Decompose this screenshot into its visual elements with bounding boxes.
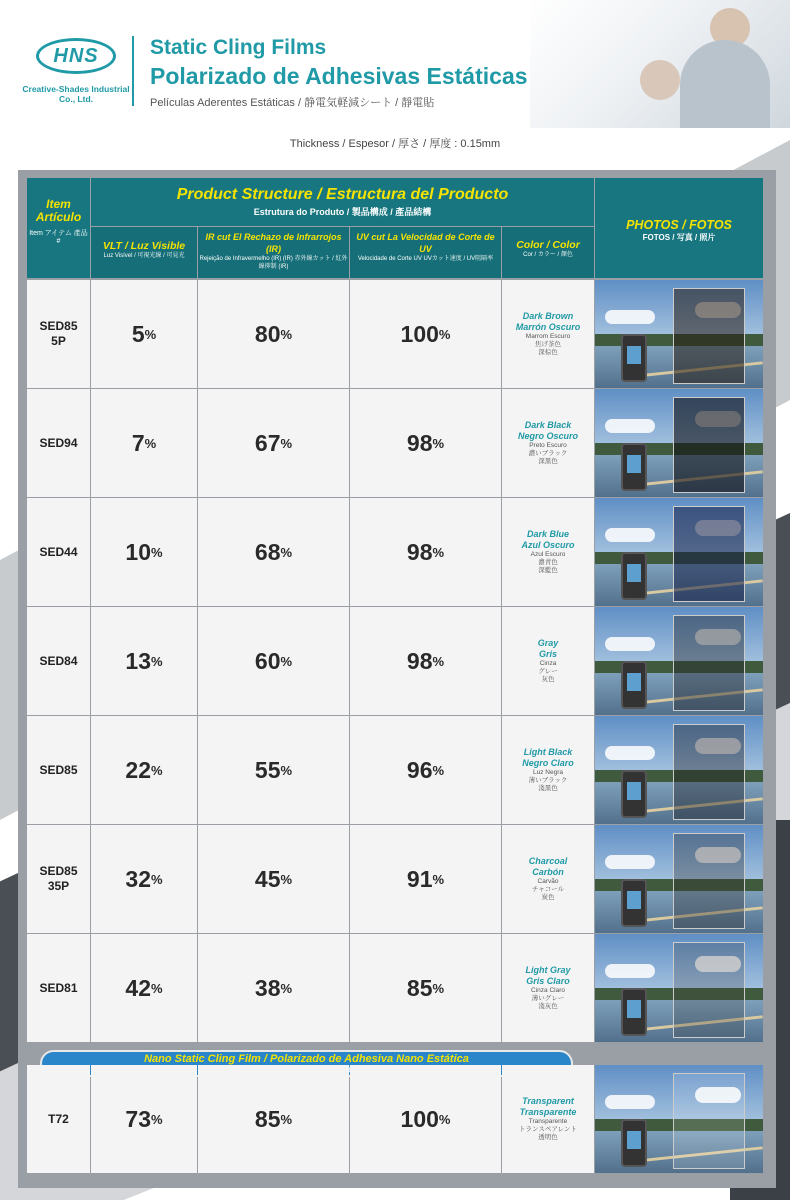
ir-value xyxy=(198,389,349,497)
value-number: 98 xyxy=(406,429,433,456)
table-row xyxy=(27,825,763,933)
item-code xyxy=(27,389,90,497)
value-number: 22 xyxy=(125,756,152,783)
value-number: 55 xyxy=(254,756,281,783)
color-name-en: Light Gray xyxy=(525,965,571,975)
uv-value xyxy=(350,607,501,715)
film-sample xyxy=(673,288,745,384)
photo-cloud xyxy=(605,964,655,978)
meter-screen xyxy=(627,782,641,800)
color-cell xyxy=(502,498,594,606)
color-name-zh: 深藍色 xyxy=(538,567,558,574)
item-code-text xyxy=(39,319,77,349)
percent-sign: % xyxy=(438,1111,451,1127)
table-row xyxy=(27,934,763,1042)
color-name-pt: Preto Escuro xyxy=(529,442,567,449)
color-name-pt: Azul Escuro xyxy=(530,551,566,558)
photo-cloud xyxy=(605,637,655,651)
light-meter-device xyxy=(621,1119,647,1167)
uv-value xyxy=(350,934,501,1042)
color-name-zh: 深黑色 xyxy=(538,458,558,465)
color-name-es: Gris xyxy=(538,649,557,659)
film-sample xyxy=(673,615,745,711)
photo-cloud xyxy=(605,528,655,542)
value-number: 80 xyxy=(254,320,281,347)
color-name-es: Negro Oscuro xyxy=(517,431,578,441)
color-name-zh: 炭色 xyxy=(541,894,555,901)
vlt-value xyxy=(91,389,197,497)
item-code-line: SED85 xyxy=(39,319,78,333)
color-name-es: Transparente xyxy=(519,1107,577,1117)
item-code-line: SED94 xyxy=(39,435,78,450)
light-meter-device xyxy=(621,770,647,818)
uv-value xyxy=(350,389,501,497)
color-name-zh: 淺黑色 xyxy=(538,785,558,792)
percent-sign: % xyxy=(151,762,163,778)
color-name-en: Charcoal xyxy=(528,856,568,866)
table-row xyxy=(27,607,763,715)
color-name-en: Light Black xyxy=(523,747,573,757)
percent-sign: % xyxy=(432,871,445,887)
color-cell xyxy=(502,389,594,497)
vlt-value xyxy=(91,934,197,1042)
item-code-text xyxy=(39,864,77,894)
item-code-text xyxy=(39,545,77,560)
value-number: 85 xyxy=(254,1105,281,1132)
uv-value xyxy=(350,280,501,388)
item-code-line: SED44 xyxy=(39,544,78,559)
meter-screen xyxy=(627,564,641,582)
color-cell xyxy=(502,825,594,933)
percent-sign: % xyxy=(280,980,293,996)
page-title: Static Cling Films xyxy=(150,36,327,59)
value-number: 98 xyxy=(406,647,433,674)
percent-sign: % xyxy=(280,1111,293,1127)
vlt-value xyxy=(91,280,197,388)
value-number: 91 xyxy=(406,865,433,892)
color-name-ja: 焦げ茶色 xyxy=(535,341,561,348)
item-code-line: SED85 xyxy=(39,762,78,777)
film-sample xyxy=(673,942,745,1038)
percent-sign: % xyxy=(280,653,293,669)
light-meter-device xyxy=(621,988,647,1036)
color-name-en: Dark Brown xyxy=(522,311,574,321)
item-code xyxy=(27,280,90,388)
sample-photo xyxy=(595,1065,763,1173)
light-meter-device xyxy=(621,661,647,709)
item-code xyxy=(27,1065,90,1173)
ir-value xyxy=(198,716,349,824)
sample-photo xyxy=(595,716,763,824)
meter-screen xyxy=(627,1000,641,1018)
item-code-text xyxy=(48,1112,69,1127)
header-item: Item Artículo Item アイテム 產品 # xyxy=(27,178,90,278)
color-name-ja: トランスペアレント xyxy=(519,1126,577,1133)
uv-value xyxy=(350,498,501,606)
vlt-value xyxy=(91,825,197,933)
sample-photo xyxy=(595,607,763,715)
percent-sign: % xyxy=(432,762,445,778)
meter-screen xyxy=(627,891,641,909)
color-name-en: Dark Blue xyxy=(526,529,570,539)
color-name-en: Transparent xyxy=(522,1096,574,1106)
percent-sign: % xyxy=(438,326,451,342)
value-number: 67 xyxy=(254,429,281,456)
color-name-es: Carbón xyxy=(532,867,564,877)
item-code-text xyxy=(39,654,77,669)
color-name-ja: 濃青色 xyxy=(538,559,558,566)
header-ir: IR cut El Rechazo de Infrarrojos (IR) Rejeição de Infravermelho (IR) (IR) 赤外線カット / 紅外線抑制 (IR) xyxy=(198,227,349,278)
sample-photo xyxy=(595,498,763,606)
light-meter-device xyxy=(621,334,647,382)
table-row xyxy=(27,389,763,497)
color-name-zh: 灰色 xyxy=(541,676,555,683)
item-code-line: SED81 xyxy=(39,980,78,995)
color-name-ja: 薄いブラック xyxy=(528,777,568,784)
page-header xyxy=(0,0,790,128)
color-cell xyxy=(502,280,594,388)
company-name: Creative-Shades Industrial Co., Ltd. xyxy=(22,84,130,104)
value-number: 13 xyxy=(125,647,152,674)
percent-sign: % xyxy=(151,980,163,996)
value-number: 96 xyxy=(406,756,433,783)
color-name-pt: Carvão xyxy=(537,878,559,885)
page-subtitle: Películas Aderentes Estáticas / 静電気軽減シート / 靜電貼 xyxy=(150,97,435,109)
ir-value xyxy=(198,280,349,388)
meter-screen xyxy=(627,673,641,691)
vlt-value xyxy=(91,716,197,824)
item-code-text xyxy=(39,981,77,996)
value-number: 100 xyxy=(400,1105,439,1132)
percent-sign: % xyxy=(280,544,293,560)
value-number: 10 xyxy=(125,538,152,565)
color-name-es: Negro Claro xyxy=(522,758,574,768)
photo-cloud xyxy=(605,746,655,760)
value-number: 42 xyxy=(125,974,152,1001)
percent-sign: % xyxy=(432,653,445,669)
color-cell xyxy=(502,716,594,824)
color-name-pt: Cinza Claro xyxy=(531,987,565,994)
film-sample xyxy=(673,397,745,493)
percent-sign: % xyxy=(144,326,157,342)
item-code-text xyxy=(39,763,77,778)
item-code xyxy=(27,607,90,715)
color-name-ja: チャコール xyxy=(531,886,565,893)
ir-value xyxy=(198,934,349,1042)
percent-sign: % xyxy=(280,871,293,887)
percent-sign: % xyxy=(280,326,293,342)
color-name-en: Gray xyxy=(537,638,559,648)
color-name-ja: 濃いブラック xyxy=(528,450,568,457)
header-color: Color / Color Cor / カラー / 顏色 xyxy=(502,227,594,278)
color-name-zh: 深棕色 xyxy=(538,349,558,356)
color-name-es: Marrón Oscuro xyxy=(515,322,581,332)
value-number: 73 xyxy=(125,1105,152,1132)
light-meter-device xyxy=(621,552,647,600)
film-sample xyxy=(673,833,745,929)
table-row xyxy=(27,498,763,606)
percent-sign: % xyxy=(151,544,163,560)
percent-sign: % xyxy=(280,762,293,778)
table-row xyxy=(27,1065,763,1173)
table-row xyxy=(27,716,763,824)
header-uv: UV cut La Velocidad de Corte de UV Velocidade de Corte UV UVカット速度 / UV阻隔率 xyxy=(350,227,501,278)
value-number: 38 xyxy=(254,974,281,1001)
film-sample xyxy=(673,506,745,602)
value-number: 68 xyxy=(254,538,281,565)
meter-screen xyxy=(627,346,641,364)
color-name-pt: Cinza xyxy=(539,660,557,667)
thickness-note: Thickness / Espesor / 厚さ / 厚度 : 0.15mm xyxy=(289,138,501,150)
photo-cloud xyxy=(605,310,655,324)
photo-cloud xyxy=(605,855,655,869)
value-number: 85 xyxy=(406,974,433,1001)
value-number: 32 xyxy=(125,865,152,892)
color-name-en: Dark Black xyxy=(524,420,572,430)
color-name-zh: 淺灰色 xyxy=(538,1003,558,1010)
ir-value xyxy=(198,498,349,606)
percent-sign: % xyxy=(432,435,445,451)
item-code-line: T72 xyxy=(48,1111,69,1126)
percent-sign: % xyxy=(151,653,163,669)
header-vlt: VLT / Luz Visible Luz Visível / 可視光線 / 可見光 xyxy=(91,227,197,278)
vlt-value xyxy=(91,607,197,715)
nano-banner: Nano Static Cling Film / Polarizado de Adhesiva Nano Estática xyxy=(40,1050,573,1077)
color-name-pt: Transparente xyxy=(528,1118,568,1125)
item-code-line: 35P xyxy=(47,879,70,893)
item-code xyxy=(27,934,90,1042)
percent-sign: % xyxy=(151,871,163,887)
light-meter-device xyxy=(621,879,647,927)
ir-value xyxy=(198,1065,349,1173)
item-code xyxy=(27,825,90,933)
color-cell xyxy=(502,934,594,1042)
color-name-ja: グレー xyxy=(538,668,558,675)
value-number: 45 xyxy=(254,865,281,892)
sample-photo xyxy=(595,389,763,497)
header-product-structure: Product Structure / Estructura del Producto Estrutura do Produto / 製品構成 / 產品結構 xyxy=(91,178,594,226)
light-meter-device xyxy=(621,443,647,491)
hero-photo xyxy=(530,0,790,128)
header-photos: PHOTOS / FOTOS FOTOS / 写真 / 照片 xyxy=(595,178,763,278)
item-code-text xyxy=(39,436,77,451)
uv-value xyxy=(350,1065,501,1173)
item-code xyxy=(27,716,90,824)
meter-screen xyxy=(627,1131,641,1149)
percent-sign: % xyxy=(432,544,445,560)
divider xyxy=(132,36,134,106)
value-number: 98 xyxy=(406,538,433,565)
vlt-value xyxy=(91,1065,197,1173)
company-logo: HNS xyxy=(36,38,116,74)
ir-value xyxy=(198,825,349,933)
ir-value xyxy=(198,607,349,715)
color-name-zh: 透明色 xyxy=(538,1134,558,1141)
film-sample xyxy=(673,724,745,820)
color-name-pt: Marrom Escuro xyxy=(525,333,571,340)
item-code-line: SED84 xyxy=(39,653,78,668)
page-title-spanish: Polarizado de Adhesivas Estáticas xyxy=(150,63,528,89)
color-name-es: Gris Claro xyxy=(526,976,570,986)
sample-photo xyxy=(595,825,763,933)
item-code-line: 5P xyxy=(51,334,66,348)
meter-screen xyxy=(627,455,641,473)
color-name-es: Azul Oscuro xyxy=(521,540,575,550)
color-name-pt: Luz Negra xyxy=(533,769,563,776)
color-cell xyxy=(502,607,594,715)
percent-sign: % xyxy=(144,435,157,451)
sample-photo xyxy=(595,280,763,388)
value-number: 100 xyxy=(400,320,439,347)
value-number: 7 xyxy=(131,429,145,456)
value-number: 5 xyxy=(131,320,145,347)
sample-photo xyxy=(595,934,763,1042)
photo-cloud xyxy=(605,419,655,433)
uv-value xyxy=(350,716,501,824)
vlt-value xyxy=(91,498,197,606)
percent-sign: % xyxy=(151,1111,163,1127)
photo-cloud xyxy=(605,1095,655,1109)
table-row xyxy=(27,280,763,388)
percent-sign: % xyxy=(280,435,293,451)
color-name-ja: 薄いグレー xyxy=(531,995,565,1002)
uv-value xyxy=(350,825,501,933)
item-code xyxy=(27,498,90,606)
value-number: 60 xyxy=(254,647,281,674)
color-cell xyxy=(502,1065,594,1173)
film-sample xyxy=(673,1073,745,1169)
percent-sign: % xyxy=(432,980,445,996)
item-code-line: SED85 xyxy=(39,864,78,878)
